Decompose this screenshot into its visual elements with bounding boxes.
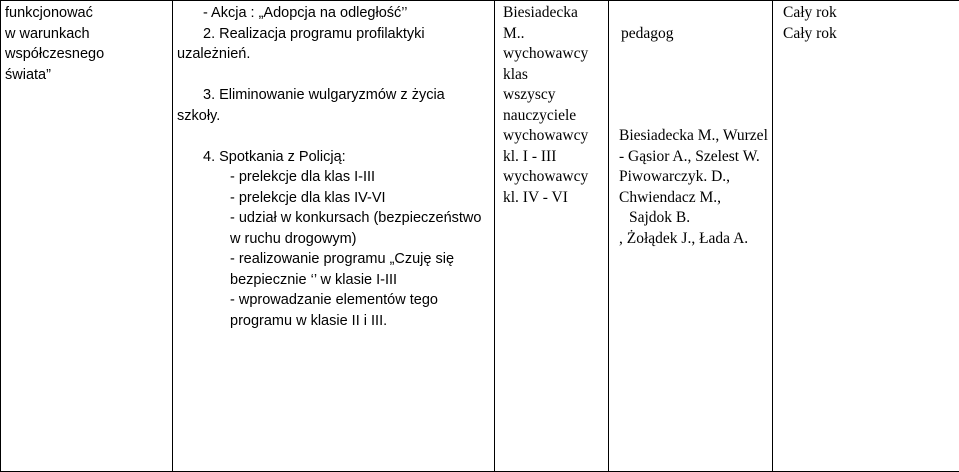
executor-line: Piwowarczyk. D.,	[619, 168, 731, 185]
goal-line: w warunkach	[5, 25, 90, 42]
task-police-line: - prelekcje dla klas IV-VI	[230, 189, 386, 206]
task-police-line: programu w klasie II i III.	[230, 312, 388, 329]
goal-cell	[1, 1, 173, 472]
task-police-line: bezpiecznie ‘’ w klasie I-III	[230, 271, 398, 288]
timeframe-line: Cały rok	[783, 4, 837, 21]
task-vulgarism-title: 3. Eliminowanie wulgaryzmów z życia	[203, 87, 445, 103]
executors-cell	[609, 1, 773, 472]
table-row	[1, 1, 959, 472]
executor-line: Chwiendacz M.,	[619, 188, 722, 206]
responsible-line: Biesiadecka	[503, 4, 578, 21]
goal-line: świata”	[5, 66, 51, 83]
task-police-line: w ruchu drogowym)	[230, 230, 357, 247]
responsible-line: M..	[503, 24, 525, 42]
timeframe-line: Cały rok	[783, 24, 837, 42]
responsible-line: kl. IV - VI	[503, 188, 568, 206]
responsible-cell	[495, 1, 609, 472]
responsible-line: kl. I - III	[503, 147, 557, 165]
executor-line: Sajdok B.	[629, 209, 691, 226]
responsible-line: klas	[503, 65, 528, 83]
task-adoption: - Akcja : „Adopcja na odległość’’	[203, 5, 408, 21]
executor-line: Biesiadecka M., Wurzel	[619, 127, 768, 144]
task-police-line: - udział w konkursach (bezpieczeństwo	[230, 210, 482, 226]
executor-pedagog: pedagog	[621, 24, 674, 42]
executor-line: , Żołądek J., Łada A.	[619, 229, 749, 247]
executor-line: - Gąsior A., Szelest W.	[619, 147, 760, 165]
task-police-line: - prelekcje dla klas I-III	[230, 169, 376, 185]
goal-line: funkcjonować	[5, 5, 93, 21]
task-prevention-cont: uzależnień.	[177, 46, 251, 62]
responsible-line: wychowawcy	[503, 45, 589, 62]
task-police-line: - realizowanie programu „Czuję się	[230, 251, 455, 267]
timeframe-cell	[773, 1, 959, 472]
responsible-line: nauczyciele	[503, 106, 577, 124]
tasks-cell	[173, 1, 495, 472]
task-vulgarism-cont: szkoły.	[177, 107, 221, 124]
responsible-line: wychowawcy	[503, 168, 589, 185]
task-police-title: 4. Spotkania z Policją:	[203, 148, 346, 165]
goal-line: współczesnego	[5, 46, 105, 62]
responsible-line: wszyscy	[503, 86, 556, 103]
task-police-line: - wprowadzanie elementów tego	[230, 292, 438, 308]
responsible-line: wychowawcy	[503, 127, 589, 144]
task-prevention-title: 2. Realizacja programu profilaktyki	[203, 25, 425, 42]
